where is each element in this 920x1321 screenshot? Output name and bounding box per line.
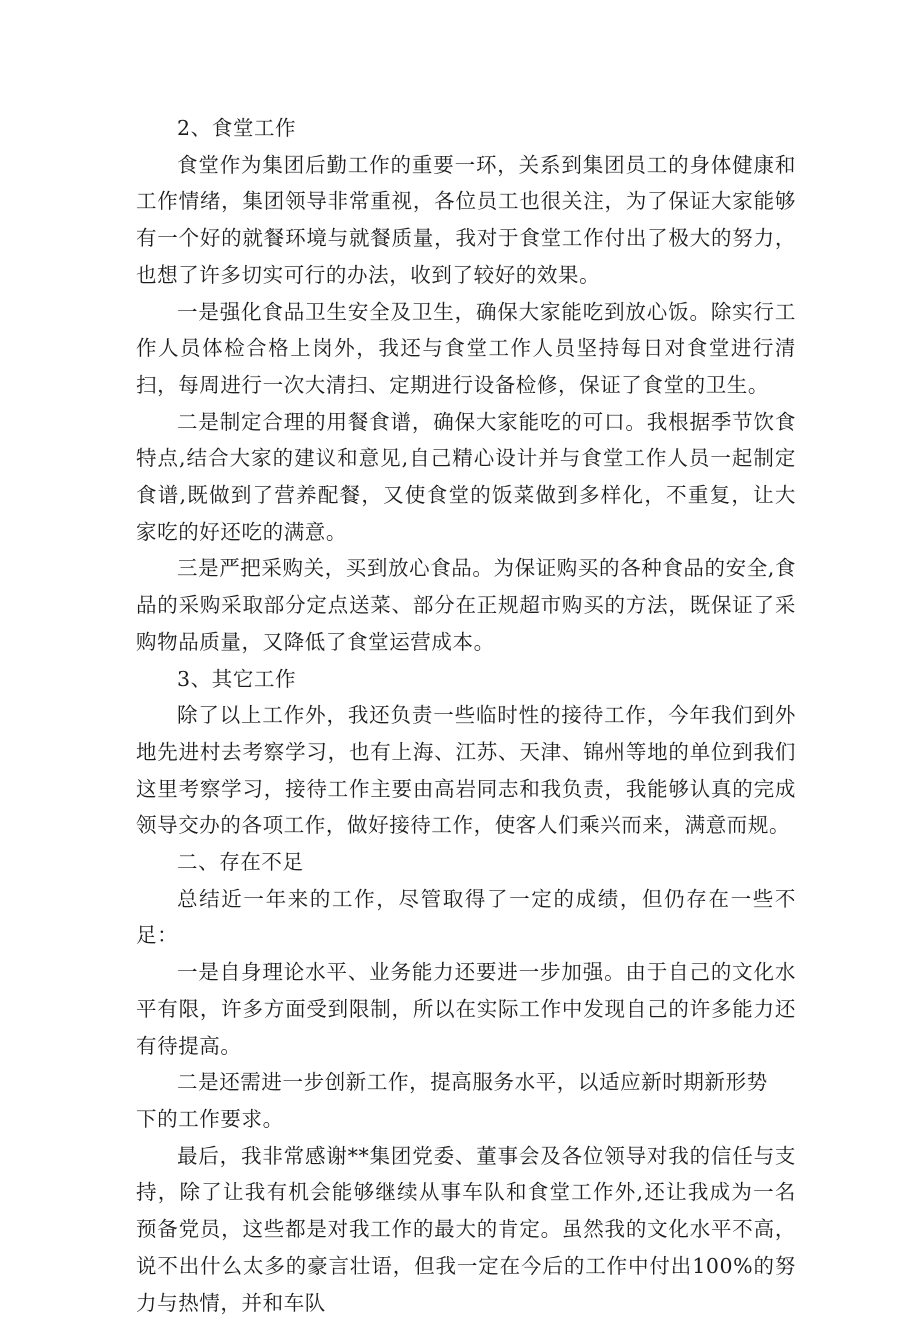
paragraph-closing: 最后，我非常感谢**集团党委、董事会及各位领导对我的信任与支持，除了让我有机会能够继续从事车队和食堂工作外,还让我成为一名预备党员，这些都是对我工作的最大的肯定。虽然我的文化水平不高，说不出什么太多的豪言壮语，但我一定在今后的工作中付出100%的努力与热情，并和车队 bbox=[136, 1143, 796, 1315]
section-heading-other-work: 3、其它工作 bbox=[177, 666, 297, 691]
paragraph-shortcoming-theory: 一是自身理论水平、业务能力还要进一步加强。由于自己的文化水平有限，许多方面受到限制，所以在实际工作中发现自己的许多能力还有待提高。 bbox=[136, 960, 796, 1058]
paragraph-shortcomings-intro: 总结近一年来的工作，尽管取得了一定的成绩，但仍存在一些不足： bbox=[136, 886, 796, 948]
paragraph-shortcoming-innovation: 二是还需进一步创新工作，提高服务水平，以适应新时期新形势 bbox=[177, 1070, 768, 1095]
section-heading-shortcomings: 二、存在不足 bbox=[177, 850, 304, 875]
paragraph-menu: 二是制定合理的用餐食谱，确保大家能吃的可口。我根据季节饮食特点,结合大家的建议和意见,自己精心设计并与食堂工作人员一起制定食谱,既做到了营养配餐，又使食堂的饭菜做到多样化，不重复，让大家吃的好还吃的满意。 bbox=[136, 409, 796, 544]
paragraph-reception: 除了以上工作外，我还负责一些临时性的接待工作，今年我们到外地先进村去考察学习，也有上海、江苏、天津、锦州等地的单位到我们这里考察学习，接待工作主要由高岩同志和我负责，我能够认真的完成领导交办的各项工作，做好接待工作，使客人们乘兴而来，满意而规。 bbox=[136, 703, 796, 838]
paragraph-canteen-intro: 食堂作为集团后勤工作的重要一环，关系到集团员工的身体健康和工作情绪，集团领导非常重视，各位员工也很关注，为了保证大家能够有一个好的就餐环境与就餐质量，我对于食堂工作付出了极大的努力，也想了许多切实可行的办法，收到了较好的效果。 bbox=[136, 152, 796, 287]
paragraph-shortcoming-innovation-continued: 下的工作要求。 bbox=[136, 1106, 284, 1131]
paragraph-procurement: 三是严把采购关，买到放心食品。为保证购买的各种食品的安全,食品的采购采取部分定点送菜、部分在正规超市购买的方法，既保证了采购物品质量，又降低了食堂运营成本。 bbox=[136, 556, 797, 654]
section-heading-canteen: 2、食堂工作 bbox=[177, 116, 297, 140]
document-body bbox=[136, 110, 796, 1321]
paragraph-food-safety: 一是强化食品卫生安全及卫生，确保大家能吃到放心饭。除实行工作人员体检合格上岗外，我还与食堂工作人员坚持每日对食堂进行清扫，每周进行一次大清扫、定期进行设备检修，保证了食堂的卫生。 bbox=[136, 299, 796, 397]
